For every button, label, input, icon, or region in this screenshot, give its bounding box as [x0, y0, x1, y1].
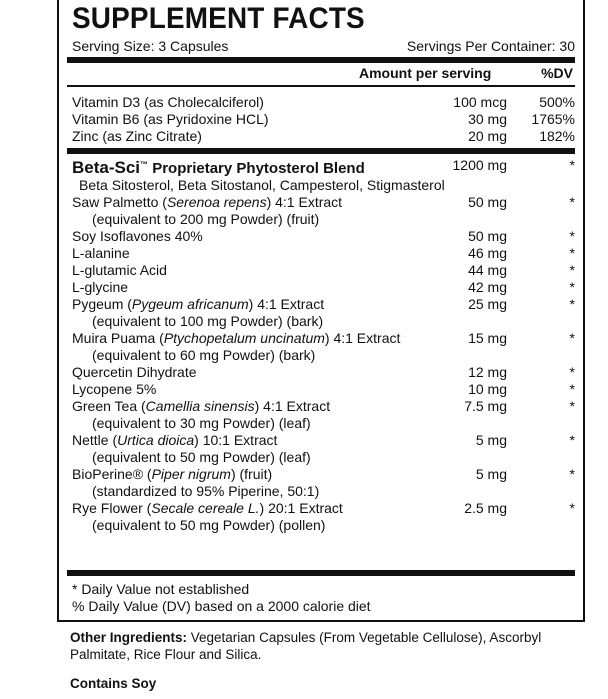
footnote-dv-basis: % Daily Value (DV) based on a 2000 calorie diet	[72, 598, 371, 614]
ingredient-name: L-alanine	[72, 245, 130, 261]
ingredient-dv: *	[569, 279, 575, 295]
contains-allergen: Contains Soy	[70, 676, 157, 691]
ingredient-name: BioPerine® (Piper nigrum) (fruit)	[72, 466, 273, 482]
ingredient-detail: (equivalent to 30 mg Powder) (leaf)	[92, 415, 311, 431]
nutrient-dv: 1765%	[531, 111, 575, 127]
ingredient-amount: 46 mg	[468, 245, 507, 261]
ingredient-dv: *	[569, 262, 575, 278]
ingredient-detail: (equivalent to 50 mg Powder) (leaf)	[92, 449, 311, 465]
ingredient-dv: *	[569, 432, 575, 448]
supplement-facts-panel	[57, 0, 585, 622]
servings-per-container: Servings Per Container: 30	[406, 38, 575, 54]
ingredient-name: L-glutamic Acid	[72, 262, 167, 278]
ingredient-dv: *	[569, 398, 575, 414]
other-ingredients: Other Ingredients: Vegetarian Capsules (From Vegetable Cellulose), Ascorbyl Palmitate, Rice Flour and Silica.	[70, 630, 542, 662]
vitamin-row	[72, 128, 575, 144]
vitamin-row	[72, 94, 575, 110]
ingredient-name: Quercetin Dihydrate	[72, 364, 197, 380]
ingredient-dv: *	[569, 194, 575, 210]
vitamin-row	[72, 111, 575, 127]
ingredient-dv: *	[569, 500, 575, 516]
serving-size: Serving Size: 3 Capsules	[72, 38, 229, 54]
ingredient-detail: (equivalent to 60 mg Powder) (bark)	[92, 347, 316, 363]
ingredient-name: Nettle (Urtica dioica) 10:1 Extract	[72, 432, 278, 448]
ingredient-row	[72, 262, 575, 278]
ingredient-name: Lycopene 5%	[72, 381, 157, 397]
blend-name: Beta-Sci™ Proprietary Phytosterol Blend	[72, 158, 365, 177]
ingredient-name: L-glycine	[72, 279, 129, 295]
nutrient-amount: 100 mcg	[453, 94, 507, 110]
nutrient-name: Vitamin B6 (as Pyridoxine HCL)	[72, 111, 269, 127]
ingredient-row	[72, 194, 575, 210]
ingredient-row	[72, 466, 575, 482]
ingredient-dv: *	[569, 364, 575, 380]
header-rule	[67, 85, 575, 87]
footnote-dv-not-established: * Daily Value not established	[72, 581, 250, 597]
ingredient-row	[72, 381, 575, 397]
ingredient-detail: (equivalent to 100 mg Powder) (bark)	[92, 313, 324, 329]
blend-dv: *	[569, 157, 575, 173]
ingredient-name: Green Tea (Camellia sinensis) 4:1 Extract	[72, 398, 331, 414]
blend-components: Beta Sitosterol, Beta Sitostanol, Campesterol, Stigmasterol	[79, 177, 445, 193]
ingredient-name: Muira Puama (Ptychopetalum uncinatum) 4:1 Extract	[72, 330, 401, 346]
ingredient-amount: 42 mg	[468, 279, 507, 295]
nutrient-dv: 500%	[539, 94, 575, 110]
ingredient-amount: 7.5 mg	[464, 398, 507, 414]
ingredient-row	[72, 364, 575, 380]
ingredient-dv: *	[569, 245, 575, 261]
section-rule	[67, 148, 575, 154]
ingredient-amount: 50 mg	[468, 194, 507, 210]
ingredient-amount: 2.5 mg	[464, 500, 507, 516]
ingredient-amount: 50 mg	[468, 228, 507, 244]
nutrient-amount: 20 mg	[468, 128, 507, 144]
header-dv: %DV	[541, 65, 573, 81]
ingredient-row	[72, 432, 575, 448]
thick-rule	[67, 57, 575, 63]
ingredient-detail: (standardized to 95% Piperine, 50:1)	[92, 483, 320, 499]
ingredient-name: Soy Isoflavones 40%	[72, 228, 203, 244]
panel-title: SUPPLEMENT FACTS	[72, 2, 365, 35]
nutrient-amount: 30 mg	[468, 111, 507, 127]
ingredient-amount: 25 mg	[468, 296, 507, 312]
header-amount: Amount per serving	[359, 65, 492, 81]
ingredient-row	[72, 279, 575, 295]
nutrient-name: Zinc (as Zinc Citrate)	[72, 128, 202, 144]
ingredient-row	[72, 296, 575, 312]
blend-amount: 1200 mg	[452, 157, 507, 173]
ingredient-amount: 12 mg	[468, 364, 507, 380]
ingredient-name: Pygeum (Pygeum africanum) 4:1 Extract	[72, 296, 325, 312]
ingredient-row	[72, 500, 575, 516]
ingredient-name: Rye Flower (Secale cereale L.) 20:1 Extract	[72, 500, 343, 516]
ingredient-row	[72, 228, 575, 244]
ingredient-detail: (equivalent to 200 mg Powder) (fruit)	[92, 211, 320, 227]
ingredient-dv: *	[569, 330, 575, 346]
ingredient-row	[72, 245, 575, 261]
nutrient-dv: 182%	[539, 128, 575, 144]
ingredient-amount: 5 mg	[475, 466, 507, 482]
ingredient-detail: (equivalent to 50 mg Powder) (pollen)	[92, 517, 326, 533]
ingredient-dv: *	[569, 296, 575, 312]
ingredient-amount: 10 mg	[468, 381, 507, 397]
blend-row	[72, 157, 575, 175]
ingredient-dv: *	[569, 381, 575, 397]
ingredient-name: Saw Palmetto (Serenoa repens) 4:1 Extract	[72, 194, 343, 210]
ingredient-row	[72, 330, 575, 346]
ingredient-row	[72, 398, 575, 414]
ingredient-amount: 5 mg	[475, 432, 507, 448]
ingredient-amount: 44 mg	[468, 262, 507, 278]
ingredient-dv: *	[569, 466, 575, 482]
bottom-rule	[67, 570, 575, 576]
ingredient-dv: *	[569, 228, 575, 244]
nutrient-name: Vitamin D3 (as Cholecalciferol)	[72, 94, 264, 110]
ingredient-amount: 15 mg	[468, 330, 507, 346]
